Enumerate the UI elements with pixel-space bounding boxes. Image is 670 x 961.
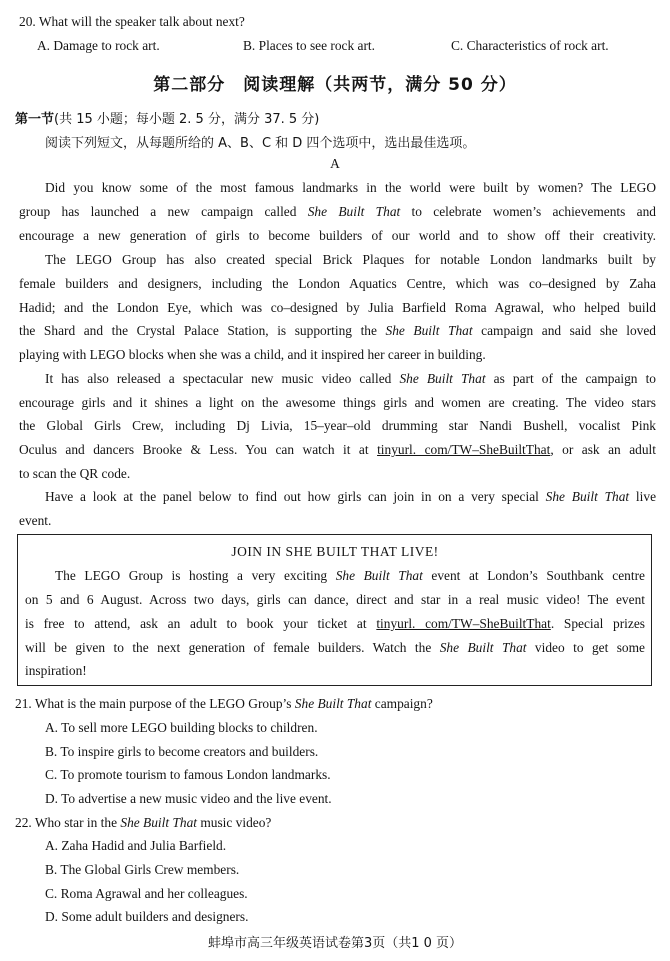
p2-line: The LEGO Group has also created special Brick Plaques for notable London landmarks built by [45,252,656,267]
section1-header [15,108,319,127]
p4-line: Have a look at the panel below to find out how girls can join in on a very special She Built That live [45,489,657,504]
video-link[interactable]: tinyurl. com/TW–SheBuiltThat [377,442,551,457]
q20-question: 20. What will the speaker talk about next? [19,14,245,29]
p3-line: Oculus and dancers Brooke & Less. You can watch it at tinyurl. com/TW–SheBuiltThat, or ask an adult [19,442,656,457]
passage-label: A [330,156,340,171]
p4-line: event. [19,513,52,528]
q21-option-c: C. To promote tourism to famous London landmarks. [45,767,331,782]
q20-option-a: A. Damage to rock art. [37,38,160,53]
p2-line: playing with LEGO blocks when she was a child, and it inspired her career in building. [19,347,486,362]
p2-line: Hadid; and the London Eye, which was co–designed by Julia Barfield Roma Agrawal, who helped build [19,300,656,315]
q21-stem: 21. What is the main purpose of the LEGO Group’s She Built That campaign? [15,696,433,711]
section1-title: 第一节 [15,112,55,127]
p3-line: It has also released a spectacular new music video called She Built That as part of the campaign to [45,371,656,386]
q21-option-d: D. To advertise a new music video and the live event. [45,791,332,806]
ticket-link[interactable]: tinyurl. com/TW–SheBuiltThat [376,616,551,631]
p2-line: the Shard and the Crystal Palace Station, is supporting the She Built That campaign and said she loved [19,323,656,338]
page-footer: 蚌埠市高三年级英语试卷第3页（共1 0 页） [207,936,463,951]
q20-option-b: B. Places to see rock art. [243,38,376,53]
part2-heading: 第二部分 阅读理解（共两节，满分 50 分） [153,75,517,95]
q20-option-c: C. Characteristics of rock art. [451,38,609,53]
q22-option-b: B. The Global Girls Crew members. [45,862,240,877]
panel-line: inspiration! [25,663,87,678]
panel-line: on 5 and 6 August. Across two days, girls can dance, direct and star in a real music video! The event [25,592,645,607]
panel-line: will be given to the next generation of female builders. Watch the She Built That video to get some [25,640,645,655]
q21-option-b: B. To inspire girls to become creators and builders. [45,744,319,759]
p1-line: Did you know some of the most famous landmarks in the world were built by women? The LEGO [45,180,656,195]
section1-rule: (共 15 小题；每小题 2. 5 分，满分 37. 5 分) [54,112,320,127]
q21-option-a: A. To sell more LEGO building blocks to children. [45,720,318,735]
p3-line: encourage girls and it shines a light on the awesome things girls and women are creating. The video stars [19,395,656,410]
section1-instruction: 阅读下列短文，从每题所给的 A、B、C 和 D 四个选项中，选出最佳选项。 [45,136,476,151]
q22-stem: 22. Who star in the She Built That music video? [15,815,272,830]
q22-option-d: D. Some adult builders and designers. [45,909,249,924]
p3-line: the Global Girls Crew, including Dj Livia, 15–year–old drumming star Nandi Bushell, vocalist Pink [19,418,656,433]
p3-line: to scan the QR code. [19,466,131,481]
p2-line: female builders and designers, including the London Aquatics Centre, which was co–designed by Zaha [19,276,656,291]
p1-line: encourage a new generation of girls to become builders of our world and to show off their creativity. [19,228,656,243]
q22-option-a: A. Zaha Hadid and Julia Barfield. [45,838,227,853]
q22-option-c: C. Roma Agrawal and her colleagues. [45,886,248,901]
panel-line: The LEGO Group is hosting a very exciting She Built That event at London’s Southbank centre [55,568,646,583]
panel-title: JOIN IN SHE BUILT THAT LIVE! [231,544,439,559]
panel-line: is free to attend, ask an adult to book your ticket at tinyurl. com/TW–SheBuiltThat. Special prizes [25,616,645,631]
p1-line: group has launched a new campaign called She Built That to celebrate women’s achievements and [19,204,656,219]
